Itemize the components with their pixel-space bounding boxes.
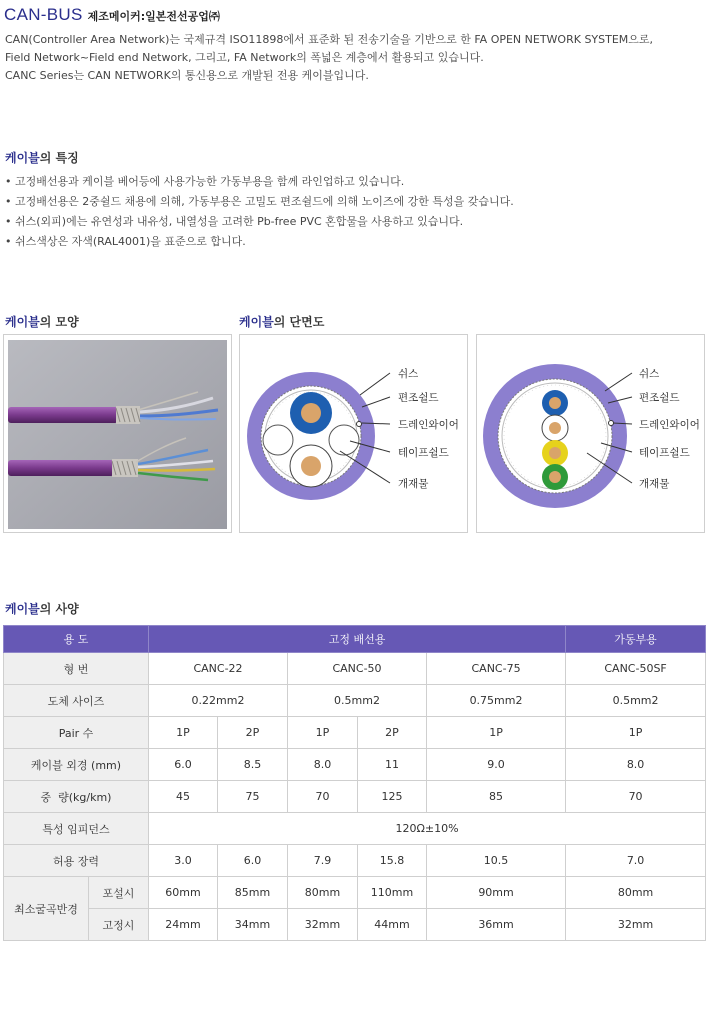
feature-item: • 쉬스(외피)에는 유연성과 내유성, 내열성을 고려한 Pb-free PVC 혼합물을 사용하고 있습니다. <box>5 215 464 228</box>
table-cell: 32mm <box>566 909 706 941</box>
table-cell: 120Ω±10% <box>149 813 706 845</box>
cross-section-2p-diagram <box>477 335 704 532</box>
table-cell: 8.0 <box>288 749 358 781</box>
conductor-core <box>549 397 561 409</box>
header-cell: 고정 배선용 <box>149 626 566 653</box>
table-cell: 0.22mm2 <box>149 685 288 717</box>
label-braid-shield: 편조쉴드 <box>639 392 680 404</box>
table-cell: 0.5mm2 <box>566 685 706 717</box>
features-list <box>5 172 514 252</box>
table-cell: 10.5 <box>427 845 566 877</box>
header-cell: 용 도 <box>4 626 149 653</box>
heading-rest: 의 특징 <box>39 151 79 165</box>
feature-item: • 고정배선용은 2중쉴드 채용에 의해, 가동부용은 고밀도 편조쉴드에 의해 노이즈에 강한 특성을 갖습니다. <box>5 195 514 208</box>
table-cell: 110mm <box>358 877 427 909</box>
label-tape-shield: 테이프쉴드 <box>639 447 690 459</box>
table-cell: 36mm <box>427 909 566 941</box>
feature-item: • 고정배선용과 케이블 베어등에 사용가능한 가동부용을 함께 라인업하고 있습니다. <box>5 175 405 188</box>
table-cell: 70 <box>566 781 706 813</box>
table-cell: CANC-75 <box>427 653 566 685</box>
table-row <box>4 813 706 845</box>
cross-section-2p <box>476 334 705 533</box>
table-cell: 6.0 <box>149 749 218 781</box>
table-cell: 11 <box>358 749 427 781</box>
table-cell: 6.0 <box>218 845 288 877</box>
section-heading <box>239 313 324 330</box>
header-cell: 가동부용 <box>566 626 706 653</box>
spec-heading <box>5 600 79 617</box>
table-row <box>4 877 706 909</box>
heading-rest: 의 단면도 <box>273 315 325 329</box>
conductor-core <box>301 403 321 423</box>
features-heading <box>5 149 79 166</box>
table-cell: 34mm <box>218 909 288 941</box>
heading-highlight: 케이블 <box>239 315 274 329</box>
heading-highlight: 케이블 <box>5 602 40 616</box>
heading-rest: 의 모양 <box>39 315 79 329</box>
table-row <box>4 685 706 717</box>
row-label: 중 량(kg/km) <box>4 781 149 813</box>
conductor-core <box>549 471 561 483</box>
table-cell: 32mm <box>288 909 358 941</box>
table-row <box>4 781 706 813</box>
row-label: 특성 임피던스 <box>4 813 149 845</box>
intro-line: CANC Series는 CAN NETWORK의 통신용으로 개발된 전용 케이블입니다. <box>5 69 369 82</box>
table-cell: 60mm <box>149 877 218 909</box>
table-cell: 2P <box>358 717 427 749</box>
page-title: CAN-BUS <box>4 5 83 24</box>
manufacturer-label: 제조메이커:일본전선공업㈜ <box>87 10 220 23</box>
conductor-core <box>549 422 561 434</box>
row-label: 케이블 외경 (mm) <box>4 749 149 781</box>
table-row <box>4 845 706 877</box>
table-cell: 7.9 <box>288 845 358 877</box>
label-tape-shield: 테이프쉴드 <box>398 447 449 459</box>
heading-highlight: 케이블 <box>5 151 40 165</box>
table-cell: 0.5mm2 <box>288 685 427 717</box>
heading-highlight: 케이블 <box>5 315 40 329</box>
intro-line: Field Network~Field end Network, 그리고, FA Network의 폭넓은 계층에서 활용되고 있습니다. <box>5 51 484 64</box>
row-sublabel: 고정시 <box>89 909 149 941</box>
cable-photo <box>3 334 232 533</box>
table-cell: 90mm <box>427 877 566 909</box>
label-braid-shield: 편조쉴드 <box>398 392 439 404</box>
filler <box>263 425 293 455</box>
table-cell: 9.0 <box>427 749 566 781</box>
table-cell: 125 <box>358 781 427 813</box>
table-cell: CANC-22 <box>149 653 288 685</box>
table-cell: 75 <box>218 781 288 813</box>
cable-photo-illustration <box>8 340 227 529</box>
feature-item: • 쉬스색상은 자색(RAL4001)을 표준으로 합니다. <box>5 235 246 248</box>
table-cell: 1P <box>288 717 358 749</box>
shape-heading <box>5 313 79 330</box>
row-label: 허용 장력 <box>4 845 149 877</box>
table-cell: 44mm <box>358 909 427 941</box>
table-cell: 0.75mm2 <box>427 685 566 717</box>
label-sheath: 쉬스 <box>639 368 660 380</box>
table-cell: 1P <box>427 717 566 749</box>
row-sublabel: 포설시 <box>89 877 149 909</box>
spec-table <box>3 625 706 941</box>
table-cell: 8.0 <box>566 749 706 781</box>
row-label: 도체 사이즈 <box>4 685 149 717</box>
cross-section-1p <box>239 334 468 533</box>
table-cell: CANC-50SF <box>566 653 706 685</box>
conductor-core <box>549 447 561 459</box>
table-row <box>4 653 706 685</box>
filler <box>329 425 359 455</box>
drain-wire <box>609 421 614 426</box>
cross-section-1p-diagram <box>240 335 467 532</box>
table-row <box>4 717 706 749</box>
table-cell: 8.5 <box>218 749 288 781</box>
row-label: 최소굴곡반경 <box>4 877 89 941</box>
table-cell: 70 <box>288 781 358 813</box>
table-cell: 1P <box>566 717 706 749</box>
intro-line: CAN(Controller Area Network)는 국제규격 ISO11898에서 표준화 된 전송기술을 기반으로 한 FA OPEN NETWORK SYSTEM으로, <box>5 33 654 46</box>
table-cell: 24mm <box>149 909 218 941</box>
table-cell: 7.0 <box>566 845 706 877</box>
table-cell: 85mm <box>218 877 288 909</box>
row-label: Pair 수 <box>4 717 149 749</box>
table-cell: 3.0 <box>149 845 218 877</box>
label-filler: 개재물 <box>398 478 429 490</box>
drain-wire <box>357 422 362 427</box>
row-label: 형 번 <box>4 653 149 685</box>
heading-rest: 의 사양 <box>39 602 79 616</box>
label-drain-wire: 드레인와이어 <box>639 419 700 431</box>
label-sheath: 쉬스 <box>398 368 419 380</box>
table-row <box>4 909 706 941</box>
intro-text <box>5 31 705 85</box>
table-cell: CANC-50 <box>288 653 427 685</box>
label-drain-wire: 드레인와이어 <box>398 419 459 431</box>
table-cell: 80mm <box>288 877 358 909</box>
table-cell: 45 <box>149 781 218 813</box>
table-header-row <box>4 626 706 653</box>
table-cell: 2P <box>218 717 288 749</box>
label-filler: 개재물 <box>639 478 670 490</box>
table-cell: 15.8 <box>358 845 427 877</box>
table-cell: 85 <box>427 781 566 813</box>
table-cell: 80mm <box>566 877 706 909</box>
conductor-core <box>301 456 321 476</box>
table-cell: 1P <box>149 717 218 749</box>
page-header <box>4 5 220 25</box>
table-row <box>4 749 706 781</box>
